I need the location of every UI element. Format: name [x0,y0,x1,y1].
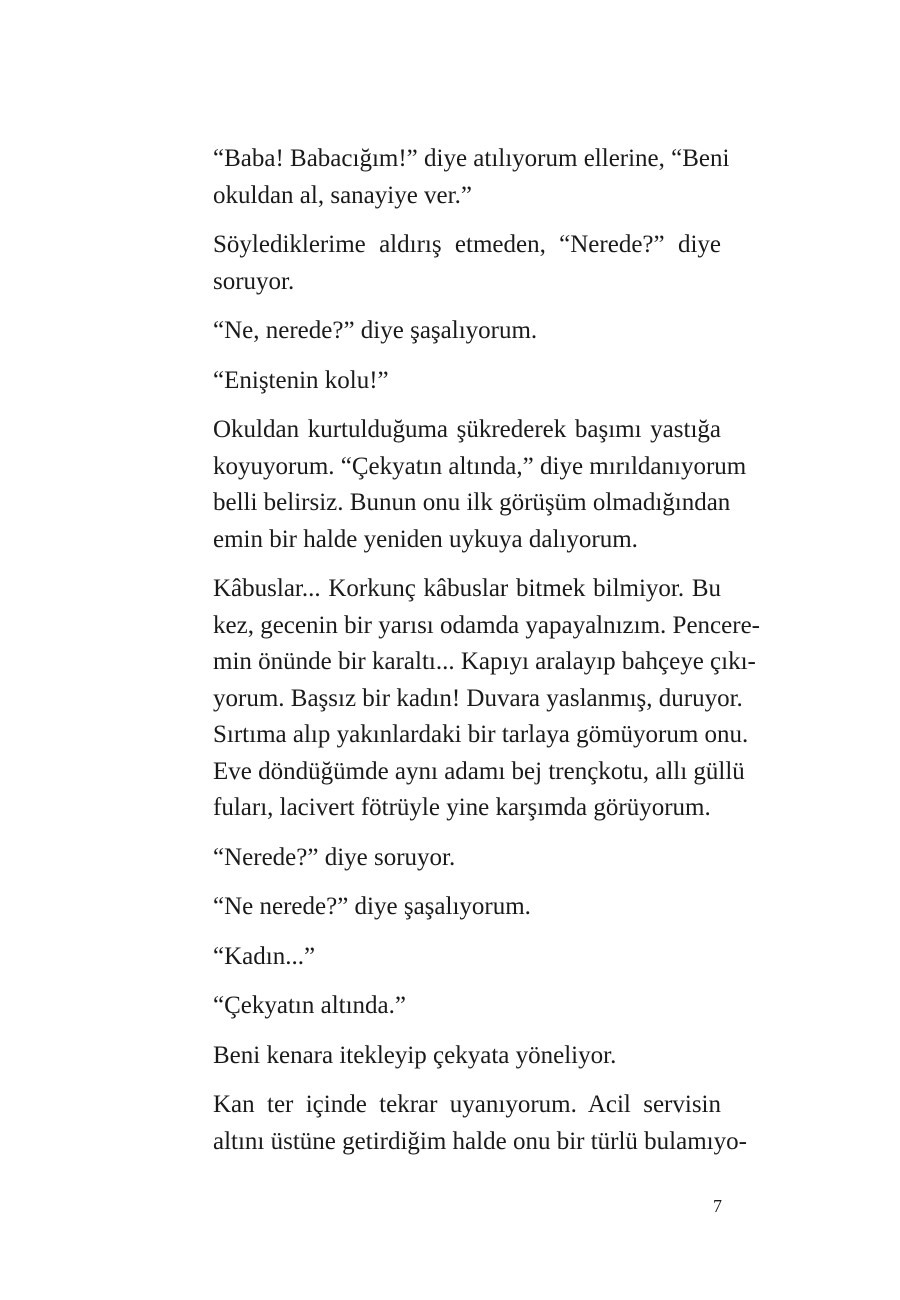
text-line: koyuyorum. “Çekyatın altında,” diye mırıldanıyorum [213,452,747,480]
text-line: soruyor. [213,267,295,295]
paragraph-9 [181,939,721,976]
text-line: “Ne nerede?” diye şaşalıyorum. [213,893,531,920]
text-line: “Ne, nerede?” diye şaşalıyorum. [213,317,538,344]
text-line: min önünde bir karaltı... Kapıyı aralayıp bahçeye çıkı- [213,648,756,675]
text-line: Beni kenara itekleyip çekyata yöneliyor. [213,1041,617,1069]
paragraph-7 [181,840,721,877]
text-line: “Kadın...” [213,942,316,970]
text-line: altını üstüne getirdiğim halde onu bir türlü bulamıyo- [213,1127,747,1155]
paragraph-6 [181,571,760,827]
text-line: Kan ter içinde tekrar uyanıyorum. Acil servisin [213,1091,721,1118]
text-line: belli belirsiz. Bunun onu ilk görüşüm olmadığından [213,489,731,516]
text-line: “Çekyatın altında.” [213,992,406,1019]
paragraph-3 [181,313,721,350]
text-line: fuları, lacivert fötrüyle yine karşımda görüyorum. [213,794,711,821]
text-line: okuldan al, sanayiye ver.” [213,181,472,209]
paragraph-1 [181,141,730,214]
body-text [181,141,760,1173]
paragraph-10 [181,988,721,1025]
text-line: Söylediklerime aldırış etmeden, “Nerede?” diye [213,231,721,258]
page-number: 7 [713,1196,722,1216]
paragraph-8 [181,889,721,926]
text-line: emin bir halde yeniden uykuya dalıyorum. [213,525,638,553]
paragraph-12 [181,1087,747,1160]
paragraph-4 [181,363,721,400]
text-line: Kâbuslar... Korkunç kâbuslar bitmek bilmiyor. Bu [213,575,721,602]
paragraph-11 [181,1038,721,1075]
text-line: yorum. Başsız bir kadın! Duvara yaslanmış, duruyor. [213,684,743,712]
text-line: “Eniştenin kolu!” [213,366,389,394]
paragraph-2 [181,227,721,300]
text-line: Okuldan kurtulduğuma şükrederek başımı yastığa [213,416,721,443]
text-line: Eve döndüğümde aynı adamı bej trençkotu, allı güllü [213,757,745,785]
text-line: Sırtıma alıp yakınlardaki bir tarlaya gömüyorum onu. [213,721,749,748]
text-line: kez, gecenin bir yarısı odamda yapayalnızım. Pencere- [213,611,760,639]
text-line: “Baba! Babacığım!” diye atılıyorum ellerine, “Beni [213,145,730,172]
paragraph-5 [181,412,747,558]
text-line: “Nerede?” diye soruyor. [213,843,456,871]
